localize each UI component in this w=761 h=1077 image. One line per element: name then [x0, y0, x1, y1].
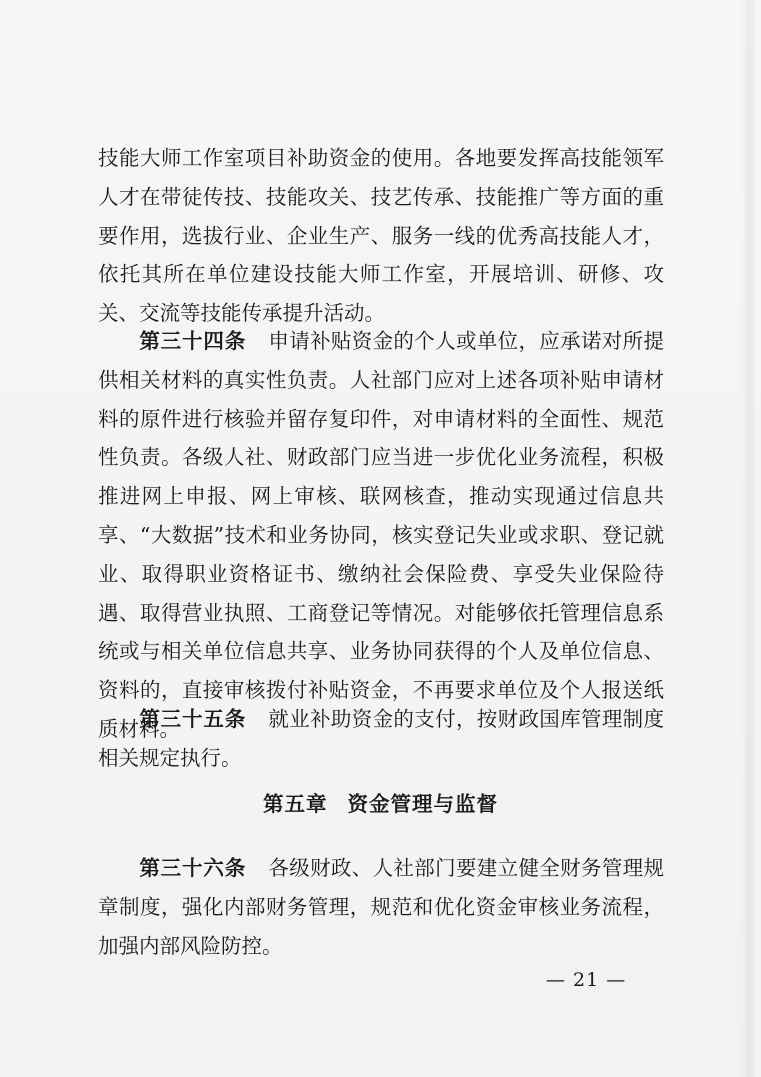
article-text: 各级财政、人社部门要建立健全财务管理规章制度，强化内部财务管理，规范和优化资金审核业务流程，加强内部风险防控。 — [98, 856, 665, 958]
article-36 — [98, 849, 664, 965]
article-text: 就业补助资金的支付，按财政国库管理制度相关规定执行。 — [98, 707, 665, 770]
article-number: 第三十六条 — [139, 856, 247, 880]
paragraph-continuation — [98, 139, 664, 333]
page-number: — 21 — — [546, 969, 627, 991]
article-34 — [98, 322, 664, 749]
article-text: 申请补贴资金的个人或单位，应承诺对所提供相关材料的真实性负责。人社部门应对上述各项补贴申请材料的原件进行核验并留存复印件，对申请材料的全面性、规范性负责。各级人社、财政部门应当进一步优化业务流程，积极推进网上申报、网上审核、联网核查，推动实现通过信息共享、“大数据”技术和业务协同，核实登记失业或求职、登记就业、取得职业资格证书、缴纳社会保险费、享受失业保险待遇、取得营业执照、工商登记等情况。对能够依托管理信息系统或与相关单位信息共享、业务协同获得的个人及单位信息、资料的，直接审核拨付补贴资金，不再要求单位及个人报送纸质材料。 — [98, 329, 665, 741]
paragraph-text: 技能大师工作室项目补助资金的使用。各地要发挥高技能领军人才在带徒传技、技能攻关、技艺传承、技能推广等方面的重要作用，选拔行业、企业生产、服务一线的优秀高技能人才，依托其所在单位建设技能大师工作室，开展培训、研修、攻关、交流等技能传承提升活动。 — [98, 146, 664, 326]
article-number: 第三十四条 — [139, 329, 247, 353]
chapter-number: 第五章 — [263, 792, 328, 816]
article-35 — [98, 700, 664, 778]
binding-shadow — [741, 0, 755, 1077]
chapter-heading — [0, 787, 761, 817]
article-number: 第三十五条 — [139, 707, 247, 731]
chapter-title: 资金管理与监督 — [347, 792, 498, 816]
